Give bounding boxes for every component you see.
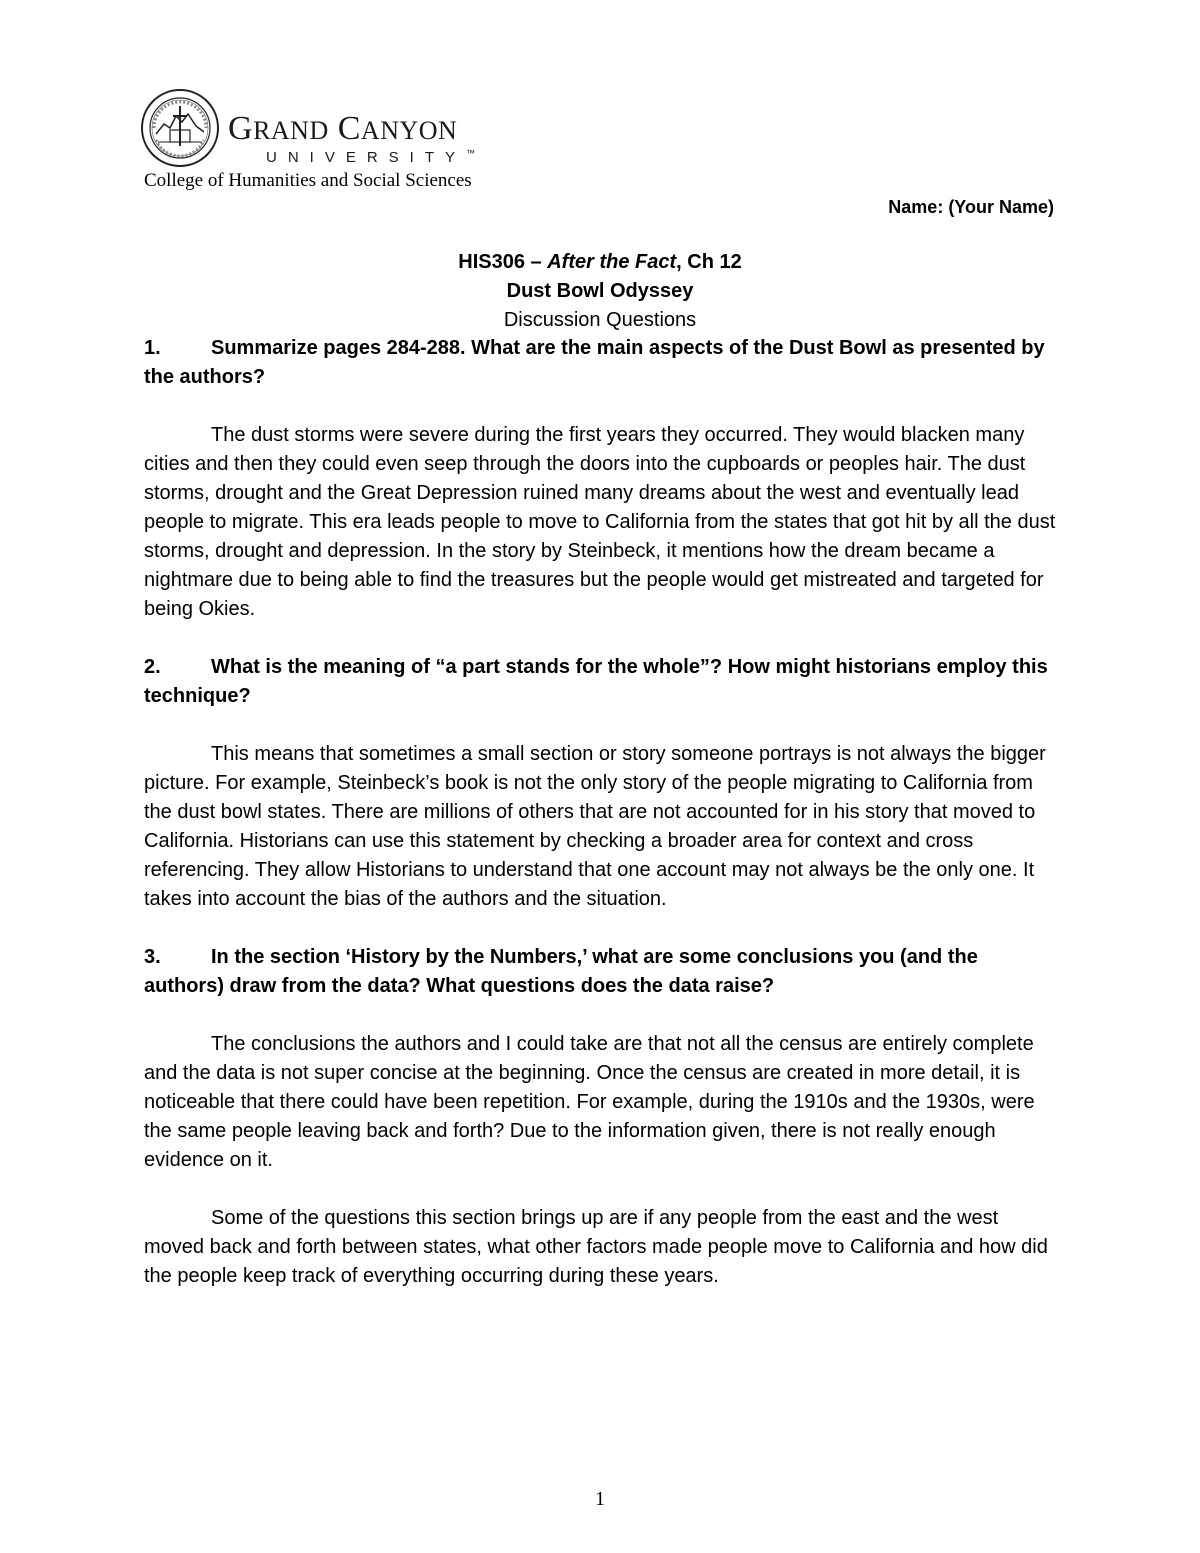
logo-c: C [337,110,361,147]
page-number: 1 [595,1488,605,1510]
questions-section [144,334,1056,1291]
document-heading: Discussion Questions [503,309,697,331]
logo-anyon: ANYON [360,116,458,145]
college-name: College of Humanities and Social Sciences [144,170,472,191]
course-book: After the Fact [547,251,677,273]
question-text: What is the meaning of “a part stands for the whole”? How might historians employ this technique? [144,656,1048,707]
question-text: Summarize pages 284-288. What are the main aspects of the Dust Bowl as presented by the authors? [144,337,1045,388]
question-number: 1. [144,337,161,359]
question-number: 2. [144,656,161,678]
logo-university [266,148,475,166]
student-name-line: Name: (Your Name) [888,197,1054,217]
answer-2: This means that sometimes a small section or story someone portrays is not always the bigger picture. For example, Steinbeck’s book is not the only story of the people migrating to California from the dust bowl states. There are millions of others that are not accounted for in his story that moved to California. Historians can use this statement by checking a broader area for context and cross referencing. They allow Historians to understand that one account may not always be the only one. It takes into account the bias of the authors and the situation. [144,743,1046,910]
answer-3a: The conclusions the authors and I could take are that not all the census are entirely complete and the data is not super concise at the beginning. Once the census are created in more detail, it is noticeable that there could have been repetition. For example, during the 1910s and the 1930s, were the same people leaving back and forth? Due to the information given, there is not really enough evidence on it. [144,1033,1035,1171]
question-3 [144,943,1056,1001]
logo-trademark: ™ [466,148,476,158]
logo-g: G [228,110,254,147]
university-seal-icon [140,88,220,168]
question-number: 3. [144,946,161,968]
question-2 [144,653,1056,711]
answer-1: The dust storms were severe during the first years they occurred. They would blacken many cities and then they could even seep through the doors into the cupboards or peoples hair. The dust storms, drought and the Great Depression ruined many dreams about the west and eventually lead people to migrate. This era leads people to move to California from the states that got hit by all the dust storms, drought and depression. In the story by Steinbeck, it mentions how the dream became a nightmare due to being able to find the treasures but the people would get mistreated and targeted for being Okies. [144,424,1056,620]
course-title [144,248,1056,277]
question-text: In the section ‘History by the Numbers,’ what are some conclusions you (and the authors) draw from the data? What questions does the data raise? [144,946,978,997]
document-subtitle: Dust Bowl Odyssey [506,280,694,302]
document-title-block [144,248,1056,335]
question-1 [144,334,1056,392]
university-logo [138,88,558,168]
logo-rand: RAND [253,116,329,145]
answer-3b: Some of the questions this section brings up are if any people from the east and the west moved back and forth between states, what other factors made people move to California and how did the people keep track of everything occurring during these years. [144,1207,1048,1287]
course-chapter: , Ch 12 [676,251,742,273]
logo-wordmark [228,112,457,146]
logo-university-text: UNIVERSITY [266,149,467,166]
course-code: HIS306 – [458,251,548,273]
